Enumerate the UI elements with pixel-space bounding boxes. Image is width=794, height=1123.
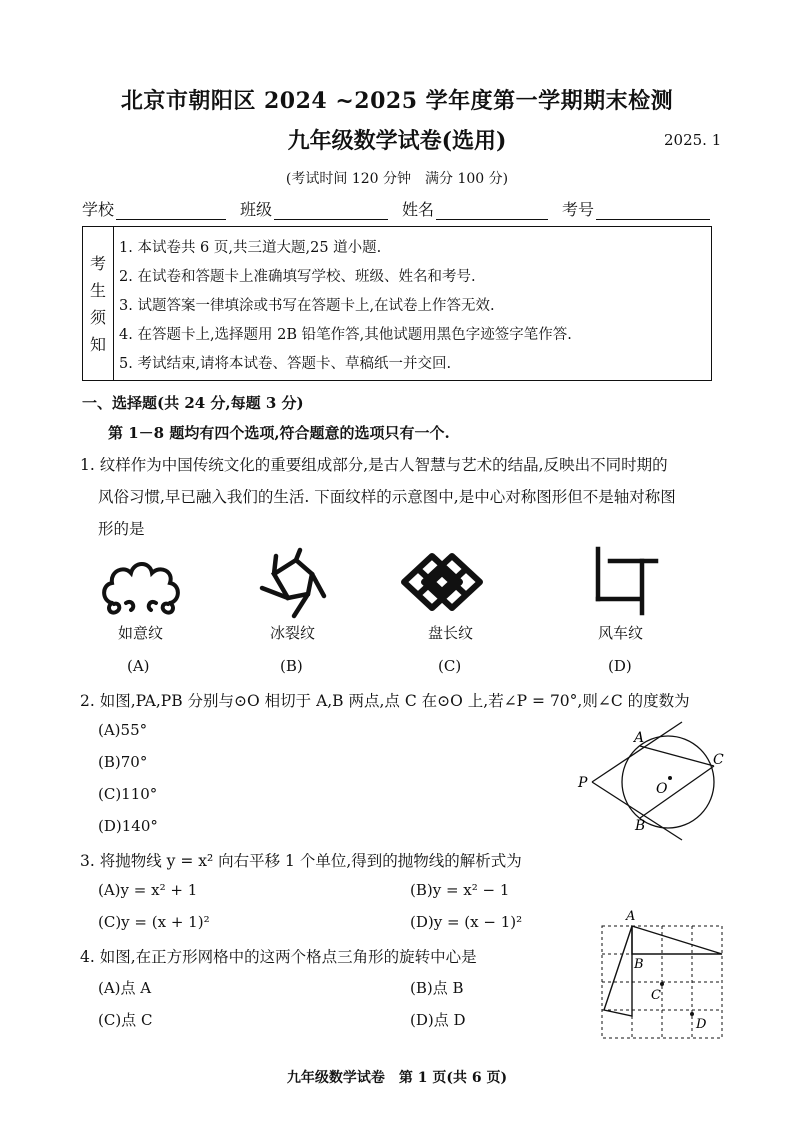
notice-side-char: 生 (89, 280, 106, 300)
q3-option-d[interactable]: (D)y = (x − 1)² (410, 913, 523, 931)
q3-option-a[interactable]: (A)y = x² + 1 (98, 881, 198, 899)
figure-caption: 风车纹 (598, 624, 644, 642)
figure-caption: 如意纹 (118, 624, 164, 642)
exam-time-info: (考试时间 120 分钟 满分 100 分) (285, 171, 509, 187)
school-label: 学校 (82, 200, 115, 219)
section-title: 一、选择题(共 24 分,每题 3 分) (82, 394, 304, 412)
exam-subtitle: 九年级数学试卷(选用) (287, 128, 507, 154)
grid-point-label-d: D (696, 1017, 707, 1032)
q3-option-c[interactable]: (C)y = (x + 1)² (98, 913, 210, 931)
notice-rule: 2. 在试卷和答题卡上准确填写学校、班级、姓名和考号. (119, 269, 476, 285)
class-blank[interactable] (274, 201, 388, 220)
q2-option-d[interactable]: (D)140° (98, 817, 158, 835)
ruyi-pattern-icon (98, 555, 184, 621)
q3-stem: 3. 将抛物线 y = x² 向右平移 1 个单位,得到的抛物线的解析式为 (80, 852, 522, 870)
notice-rule: 4. 在答题卡上,选择题用 2B 铅笔作答,其他试题用黑色字迹签字笔作答. (119, 327, 572, 343)
notice-side-char: 须 (89, 307, 106, 327)
q1-text-line2: 风俗习惯,早已融入我们的生活. 下面纹样的示意图中,是中心对称图形但不是轴对称图 (98, 488, 676, 506)
figure-caption: 盘长纹 (428, 624, 474, 642)
option-letter[interactable]: (A) (127, 657, 150, 675)
q2-stem: 2. 如图,PA,PB 分别与⊙O 相切于 A,B 两点,点 C 在⊙O 上,若∠P = 70°,则∠C 的度数为 (80, 692, 690, 710)
notice-rule: 3. 试题答案一律填涂或书写在答题卡上,在试卷上作答无效. (119, 298, 495, 314)
section-instruction: 第 1－8 题均有四个选项,符合题意的选项只有一个. (108, 424, 450, 442)
notice-side-char: 知 (89, 334, 106, 354)
q4-option-a[interactable]: (A)点 A (98, 979, 152, 997)
q1-text-line1: 1. 纹样作为中国传统文化的重要组成部分,是古人智慧与艺术的结晶,反映出不同时期的 (80, 456, 668, 474)
student-info-line (82, 197, 710, 220)
q2-circle-tangent-figure (572, 718, 722, 844)
notice-box (82, 226, 712, 381)
point-label-o: O (656, 781, 668, 797)
school-blank[interactable] (116, 201, 226, 220)
notice-side-char: 考 (89, 253, 106, 273)
binglie-pattern-icon (254, 548, 334, 620)
exam-number-label: 考号 (562, 200, 595, 219)
option-letter[interactable]: (C) (438, 657, 462, 675)
exam-date: 2025. 1 (664, 131, 722, 149)
q3-option-b[interactable]: (B)y = x² − 1 (410, 881, 510, 899)
figure-caption: 冰裂纹 (270, 624, 316, 642)
option-letter[interactable]: (D) (608, 657, 632, 675)
exam-number-blank[interactable] (596, 201, 710, 220)
grid-point-label-b: B (634, 957, 644, 972)
q1-text-line3: 形的是 (98, 520, 145, 538)
point-label-a: A (634, 730, 645, 746)
class-label: 班级 (240, 200, 273, 219)
point-label-c: C (713, 752, 724, 768)
name-label: 姓名 (402, 200, 435, 219)
q4-option-b[interactable]: (B)点 B (410, 979, 464, 997)
fengche-pattern-icon (590, 545, 660, 617)
grid-point-label-a: A (626, 909, 636, 924)
notice-rule: 1. 本试卷共 6 页,共三道大题,25 道小题. (119, 240, 382, 256)
exam-title: 北京市朝阳区 2024 ~2025 学年度第一学期期末检测 (120, 88, 674, 114)
point-label-b: B (635, 818, 646, 834)
page-footer: 九年级数学试卷 第 1 页(共 6 页) (286, 1070, 508, 1086)
panchang-pattern-icon (396, 548, 488, 620)
option-letter[interactable]: (B) (280, 657, 303, 675)
q4-stem: 4. 如图,在正方形网格中的这两个格点三角形的旋转中心是 (80, 948, 477, 966)
point-label-p: P (578, 775, 588, 791)
q2-option-a[interactable]: (A)55° (98, 721, 148, 739)
q4-option-c[interactable]: (C)点 C (98, 1011, 153, 1029)
q4-option-d[interactable]: (D)点 D (410, 1011, 466, 1029)
q4-grid-figure (596, 906, 726, 1040)
grid-point-label-c: C (651, 988, 661, 1003)
notice-side-label (83, 227, 114, 380)
name-blank[interactable] (436, 201, 548, 220)
q2-option-b[interactable]: (B)70° (98, 753, 148, 771)
notice-rule: 5. 考试结束,请将本试卷、答题卡、草稿纸一并交回. (119, 356, 452, 372)
q2-option-c[interactable]: (C)110° (98, 785, 158, 803)
